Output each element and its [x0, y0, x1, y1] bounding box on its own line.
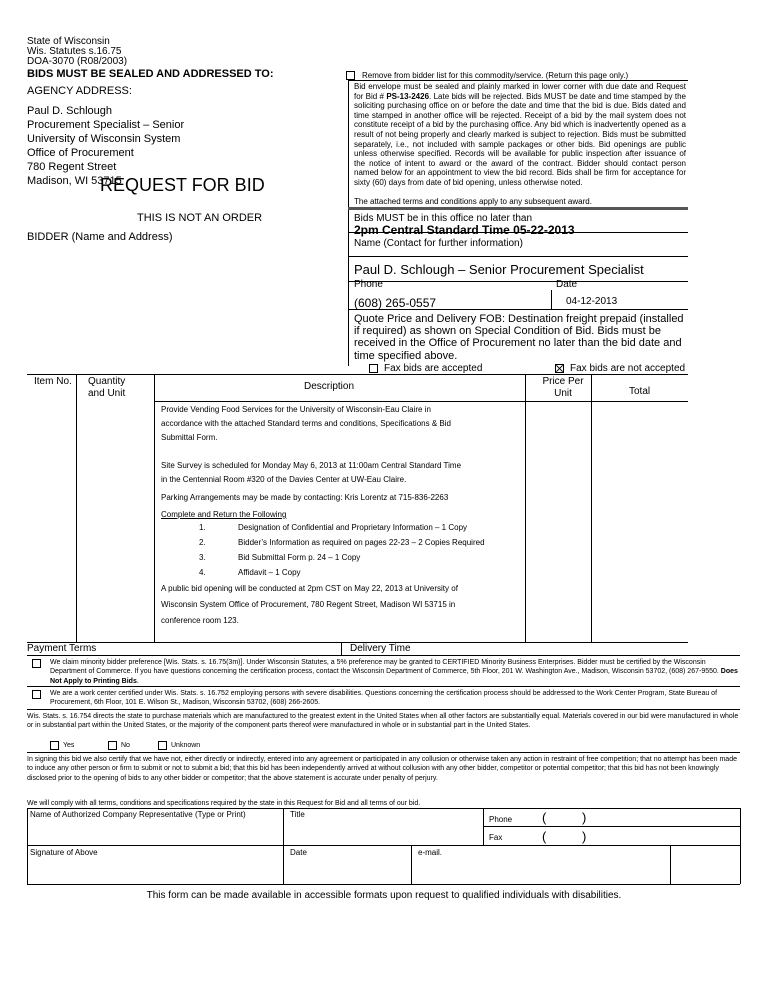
- remove-label: Remove from bidder list for this commodity/service. (Return this page only.): [362, 71, 629, 80]
- contact-label: Name (Contact for further information): [354, 238, 523, 249]
- phone-paren-open: (: [542, 810, 547, 825]
- contact-phone: (608) 265-0557: [354, 296, 437, 310]
- sealed-heading: BIDS MUST BE SEALED AND ADDRESSED TO:: [27, 68, 274, 80]
- fax-not-accepted-label: Fax bids are not accepted: [570, 363, 686, 374]
- comply-text: We will comply with all terms, conditions and specifications required by the state in this Request for Bid and all terms of our bid.: [27, 800, 421, 807]
- statute-text: Wis. Stats. s. 16.754 directs the state to purchase materials which are manufactured to the greatest extent in the United States when all other factors are substantially equal. Materials covered in our bid were manufactured in whole or in substantial part within the United States, or the majority of the component parts thereof were manufactured in whole or in substantial part in the United States.: [27, 713, 739, 730]
- rep-name-label: Name of Authorized Company Representative (Type or Print): [30, 810, 246, 819]
- desc-line: Submittal Form.: [161, 433, 218, 442]
- list-item: Affidavit – 1 Copy: [238, 568, 301, 577]
- remove-checkbox[interactable]: [346, 71, 355, 80]
- col-price: Price Per Unit: [542, 376, 584, 399]
- no-label: No: [121, 742, 130, 749]
- deadline-label: Bids MUST be in this office no later than: [354, 213, 533, 224]
- sig-date-label: Date: [290, 848, 307, 857]
- unknown-label: Unknown: [171, 742, 201, 749]
- not-order: THIS IS NOT AN ORDER: [137, 212, 263, 224]
- agency-line: Madison, WI 53715: [27, 175, 122, 187]
- minority-bold: Does Not Apply to Printing Bids: [50, 668, 738, 685]
- notice-text: [354, 82, 686, 188]
- agency-line: Office of Procurement: [27, 147, 134, 159]
- desc-line: Wisconsin System Office of Procurement, 780 Regent Street, Madison WI 53715 in: [161, 600, 456, 609]
- desc-line: conference room 123.: [161, 616, 239, 625]
- col-description: Description: [304, 381, 355, 392]
- minority-text: [50, 658, 740, 686]
- unknown-checkbox[interactable]: [158, 741, 167, 750]
- contact-date: 04-12-2013: [566, 296, 618, 307]
- payment-terms-label: Payment Terms: [27, 643, 97, 654]
- list-num: 4.: [199, 568, 206, 577]
- list-item: Designation of Confidential and Proprietary Information – 1 Copy: [238, 523, 468, 532]
- desc-line: Site Survey is scheduled for Monday May 6, 2013 at 11:00am Central Standard Time: [161, 461, 462, 470]
- date-label: Date: [556, 279, 578, 290]
- minority-checkbox[interactable]: [32, 659, 41, 668]
- fax-accepted-checkbox[interactable]: [369, 364, 378, 373]
- list-num: 2.: [199, 538, 206, 547]
- agency-line: 780 Regent Street: [27, 161, 117, 173]
- desc-line: Provide Vending Food Services for the University of Wisconsin-Eau Claire in: [161, 405, 431, 414]
- certify-text: In signing this bid we also certify that we have not, either directly or indirectly, entered into any agreement or participated in any collusion or otherwise taken any action in restraint of free competition; that no attempt has been made to induce any other person or firm to submit or not to submit a bid; that this bid has been independently arrived at without collusion with any other bidder, competitor or potential competitor; that this bid has not been knowingly disclosed prior to the opening of bids to any other bidder or competitor; that the above statement is accurate under penalty of perjury.: [27, 756, 737, 782]
- yes-label: Yes: [63, 742, 75, 749]
- minority-pre: We claim minority bidder preference [Wis. Stats. s. 16.75(3m)]. Under Wisconsin Statutes, a 5% preference may be granted to CERTIFIED Minority Business Enterprises. Bidder must be certified by the Wisconsin Department of Commerce. If you have questions concerning the certification process, contact the Wisconsin Department of Commerce, 5th Floor, 201 W. Washington Ave., Madison, Wisconsin 53702, (608) 267-9550.: [50, 659, 721, 676]
- fax-paren-close: ): [582, 829, 587, 844]
- notice-post: . Late bids will be rejected. Bids MUST be date and time stamped by the soliciting purchasing office on or before the date and time that the bid is due. Bids dated and time stamped in another office will be rejected. Receipt of a bid by the mail system does not constitute receipt of a bid by the purchasing office. Any bid which is inadvertently opened as a result of not being properly and clearly marked is subject to rejection. Bids must be submitted separately, i.e., not included with sample packages or other bids. Bid openings are public unless otherwise specified. Records will be available for public inspection after issuance of the notice of intent to award or the award of the contract. Bidder should contact person named below for an appointment to view the bid record. Bids shall be firm for acceptance for sixty (60) days from date of bid opening, unless otherwise noted.: [354, 91, 687, 187]
- form-id: DOA-3070 (R08/2003): [27, 56, 128, 67]
- delivery-time-label: Delivery Time: [350, 643, 411, 654]
- desc-line: accordance with the attached Standard terms and conditions, Specifications & Bid: [161, 419, 451, 428]
- no-checkbox[interactable]: [108, 741, 117, 750]
- list-num: 3.: [199, 553, 206, 562]
- agency-line: Paul D. Schlough: [27, 105, 112, 117]
- notice-pre: Bid envelope must be sealed and plainly marked in lower corner with due date and Request for Bid #: [354, 82, 686, 101]
- work-center-text: We are a work center certified under Wis. Stats. s. 16.752 employing persons with severe disabilities. Questions concerning the certification process should be addressed to the Work Center Program, State Bureau of Procurement, 6th Floor, 101 E. Wilson St., Madison, Wisconsin 53702, (608) 266-2605.: [50, 690, 718, 707]
- col-item-no: Item No.: [34, 376, 72, 387]
- desc-line: in the Centennial Room #320 of the Davies Center at UW-Eau Claire.: [161, 475, 407, 484]
- fax-accepted-label: Fax bids are accepted: [384, 363, 483, 374]
- state-label: State of Wisconsin: [27, 36, 110, 47]
- email-label: e-mail.: [418, 848, 443, 857]
- agency-label: AGENCY ADDRESS:: [27, 85, 132, 97]
- contact-name: Paul D. Schlough – Senior Procurement Specialist: [354, 262, 644, 277]
- list-item: Bidder’s Information as required on pages 22-23 – 2 Copies Required: [238, 538, 485, 547]
- fob-text: Quote Price and Delivery FOB: Destination freight prepaid (installed if required) as shown on Special Condition of Bid. Bids must be received in the Office of Procurement no later than the bid date and time specified above.: [354, 313, 684, 362]
- desc-line: A public bid opening will be conducted at 2pm CST on May 22, 2013 at University of: [161, 584, 458, 593]
- desc-line: Parking Arrangements may be made by contacting: Kris Lorentz at 715-836-2263: [161, 493, 449, 502]
- deadline-value: 2pm Central Standard Time 05-22-2013: [354, 223, 575, 237]
- form-title: REQUEST FOR BID: [100, 175, 265, 195]
- phone-label: Phone: [354, 279, 383, 290]
- phone-field-label: Phone: [489, 815, 513, 824]
- bid-number: PS-13-2426: [386, 91, 430, 101]
- fax-field-label: Fax: [489, 833, 503, 842]
- statute-label: Wis. Statutes s.16.75: [27, 46, 122, 57]
- col-quantity: Quantity and Unit: [88, 376, 126, 399]
- yes-checkbox[interactable]: [50, 741, 59, 750]
- list-heading: Complete and Return the Following: [161, 510, 287, 519]
- attached-terms: The attached terms and conditions apply to any subsequent award.: [354, 197, 592, 206]
- phone-paren-close: ): [582, 810, 587, 825]
- signature-label: Signature of Above: [30, 848, 98, 857]
- agency-line: Procurement Specialist – Senior: [27, 119, 185, 131]
- col-total: Total: [629, 386, 651, 397]
- agency-line: University of Wisconsin System: [27, 133, 181, 145]
- minority-end: .: [136, 677, 139, 685]
- fax-paren-open: (: [542, 829, 547, 844]
- list-num: 1.: [199, 523, 206, 532]
- bidder-label: BIDDER (Name and Address): [27, 231, 173, 243]
- title-label: Title: [290, 810, 305, 819]
- list-item: Bid Submittal Form p. 24 – 1 Copy: [238, 553, 361, 562]
- fax-not-accepted-checkbox[interactable]: [555, 364, 564, 373]
- work-center-checkbox[interactable]: [32, 690, 41, 699]
- footer-note: This form can be made available in accessible formats upon request to qualified individuals with disabilities.: [146, 890, 622, 901]
